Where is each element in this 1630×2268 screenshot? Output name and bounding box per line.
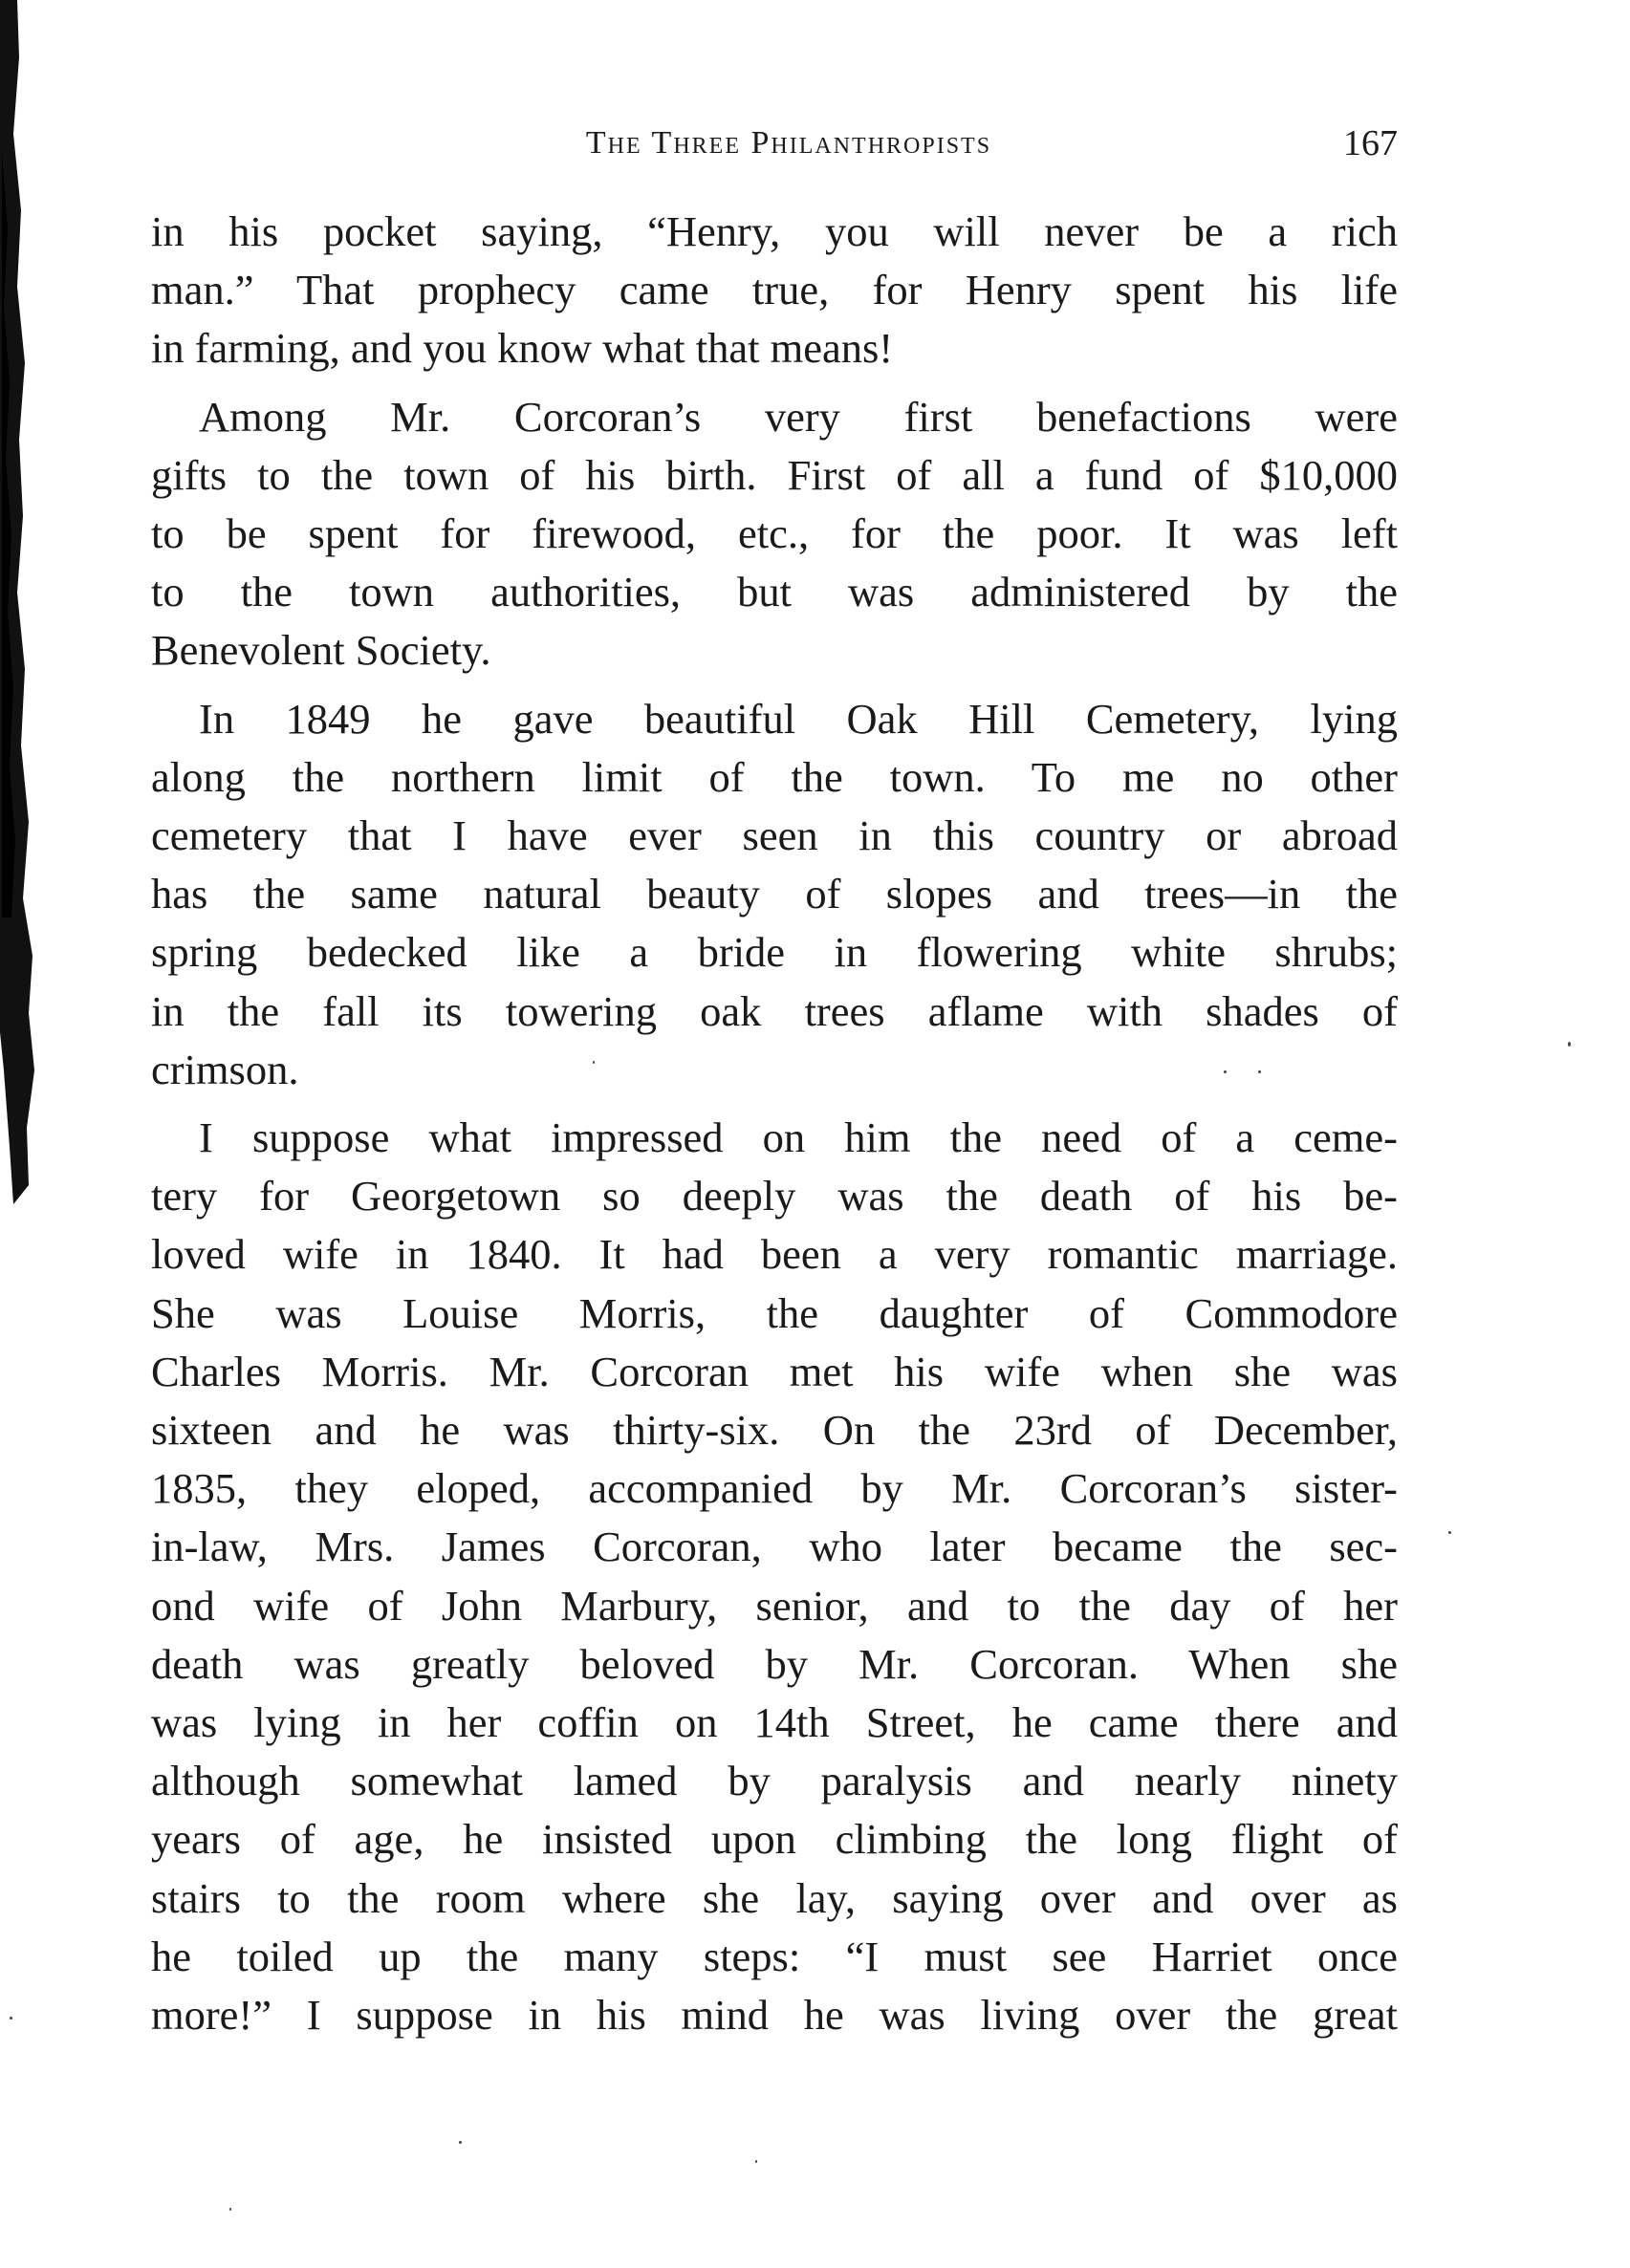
running-title: The Three Philanthropists <box>585 125 992 161</box>
text-line: years of age, he insisted upon climbing the long flight of <box>151 1815 1398 1864</box>
text-line: tery for Georgetown so deeply was the death of his be- <box>151 1172 1398 1220</box>
text-line: in farming, and you know what that means! <box>151 324 894 373</box>
page-number: 167 <box>1343 123 1398 163</box>
text-line: ond wife of John Marbury, senior, and to the day of her <box>151 1581 1398 1630</box>
text-line: has the same natural beauty of slopes and trees—in the <box>151 870 1398 918</box>
text-line: to be spent for firewood, etc., for the poor. It was left <box>151 509 1398 558</box>
text-line: cemetery that I have ever seen in this country or abroad <box>151 811 1398 860</box>
text-line: although somewhat lamed by paralysis and nearly ninety <box>151 1757 1398 1805</box>
text-line: loved wife in 1840. It had been a very romantic marriage. <box>151 1230 1398 1279</box>
text-line: In 1849 he gave beautiful Oak Hill Cemetery, lying <box>199 694 1398 743</box>
print-speck <box>755 2160 757 2163</box>
paragraph-1 <box>151 203 1398 378</box>
text-line: was lying in her coffin on 14th Street, he came there and <box>151 1698 1398 1747</box>
text-line: to the town authorities, but was administered by the <box>151 568 1398 616</box>
text-line: man.” That prophecy came true, for Henry spent his life <box>151 266 1398 314</box>
print-speck <box>1568 1042 1571 1047</box>
text-line: 1835, they eloped, accompanied by Mr. Corcoran’s sister- <box>151 1464 1398 1513</box>
text-line: spring bedecked like a bride in flowering white shrubs; <box>151 928 1398 977</box>
text-line: he toiled up the many steps: “I must see Harriet once <box>151 1932 1398 1980</box>
text-line: in the fall its towering oak trees aflame with shades of <box>151 986 1398 1035</box>
text-line: in-law, Mrs. James Corcoran, who later became the sec- <box>151 1523 1398 1571</box>
body-text <box>151 203 1398 2044</box>
text-line: crimson. <box>151 1045 299 1093</box>
text-line: Among Mr. Corcoran’s very first benefactions were <box>199 392 1398 441</box>
paragraph-4 <box>151 1109 1398 2044</box>
text-line: stairs to the room where she lay, saying over and over as <box>151 1873 1398 1922</box>
text-line: I suppose what impressed on him the need of a ceme- <box>199 1113 1398 1162</box>
paragraph-3 <box>151 690 1398 1099</box>
print-speck <box>459 2141 462 2144</box>
print-speck <box>1448 1531 1451 1534</box>
binding-shadow <box>0 0 38 2268</box>
text-line: death was greatly beloved by Mr. Corcoran. When she <box>151 1639 1398 1688</box>
text-line: in his pocket saying, “Henry, you will never be a rich <box>151 207 1398 255</box>
text-line: more!” I suppose in his mind he was living over the great <box>151 1991 1398 2040</box>
text-line: Benevolent Society. <box>151 626 491 675</box>
text-line: sixteen and he was thirty-six. On the 23rd of December, <box>151 1406 1398 1455</box>
paragraph-2 <box>151 388 1398 680</box>
text-line: She was Louise Morris, the daughter of Commodore <box>151 1288 1398 1337</box>
text-line: Charles Morris. Mr. Corcoran met his wife when she was <box>151 1347 1398 1395</box>
running-head <box>151 115 1398 172</box>
print-speck <box>229 2208 231 2211</box>
print-speck <box>10 2017 12 2020</box>
text-line: gifts to the town of his birth. First of all a fund of $10,000 <box>151 450 1398 499</box>
text-line: along the northern limit of the town. To me no other <box>151 752 1398 801</box>
